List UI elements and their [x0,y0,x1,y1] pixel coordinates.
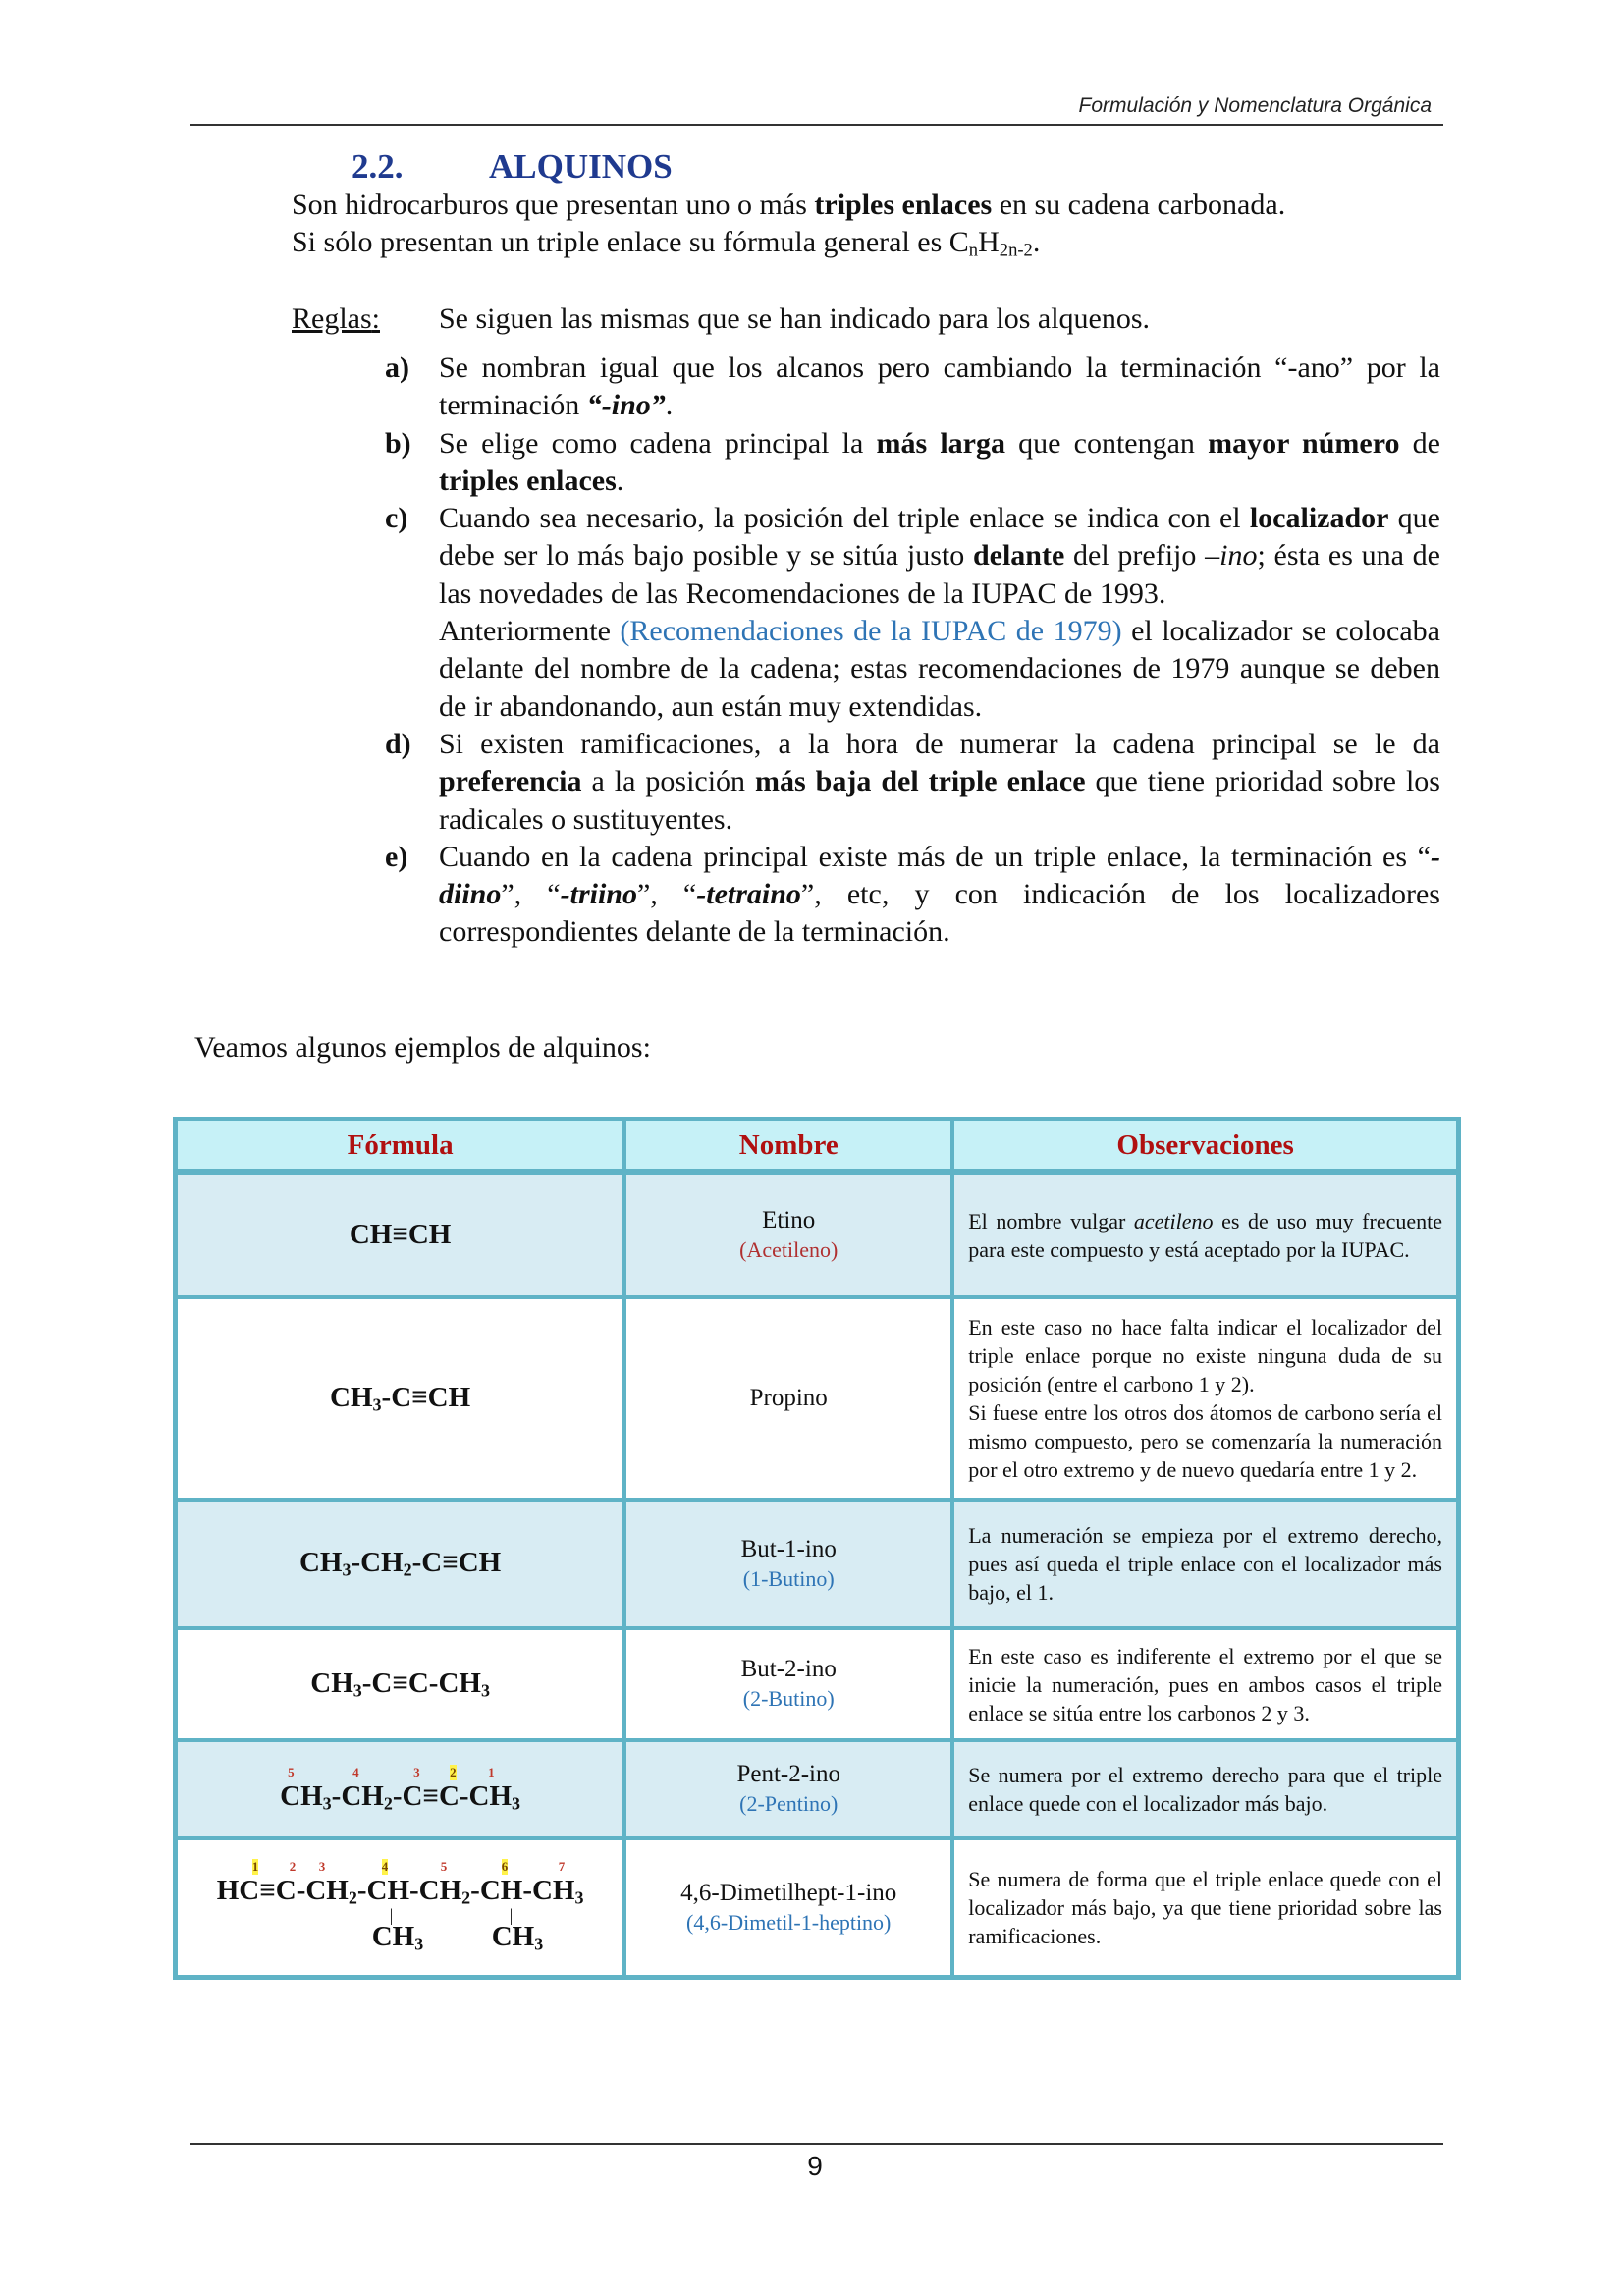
rule-d [385,726,1440,839]
intro-text: Si sólo presentan un triple enlace su fórmula general es C [292,226,969,258]
iupac-name: 4,6-Dimetilhept-1-ino [680,1879,897,1906]
rule-emph: –ino [1205,539,1258,573]
rule-span: a la posición [581,765,756,798]
subscript: 3 [512,1793,521,1814]
rule-span: Cuando en la cadena principal existe más de un triple enlace, la terminación es “ [439,840,1431,873]
formula-part: CH [280,1779,323,1812]
rule-blue-ref: (Recomendaciones de la IUPAC de 1979) [620,615,1122,648]
rule-span: ”, etc, y con indicación de los localizadores correspondientes delante de la terminación. [439,878,1440,949]
subscript: 2 [461,1887,471,1908]
name-cell [624,1838,952,1977]
rules-list [385,350,1440,952]
rule-letter: a) [385,352,409,384]
locant: 4 [352,1764,359,1779]
running-header: Formulación y Nomenclatura Orgánica [1078,94,1432,117]
obs-emph: acetileno [1133,1208,1214,1233]
subscript: 3 [534,1934,544,1954]
locant: 5 [440,1859,448,1875]
footer-rule [190,2143,1443,2145]
name-cell [624,1297,952,1500]
rule-span: . [616,464,624,497]
rule-span: que tiene prioridad sobre los radicales o sustituyentes. [439,765,1440,836]
rule-span: Se nombran igual que los alcanos pero cambiando la terminación “-ano” por la terminación [439,352,1440,422]
subscript: 3 [322,1793,332,1814]
subscript: 3 [372,1394,382,1415]
old-name: (1-Butino) [742,1565,835,1591]
numbered-formula [217,1859,584,1955]
rule-span: . [665,389,674,422]
rules-intro: Se siguen las mismas que se han indicado para los alquenos. [439,302,1151,335]
rule-span: ”, “ [636,878,697,911]
formula-part: CH [310,1667,353,1699]
rules-label [292,302,380,336]
rules-label-text: Reglas [292,302,372,335]
rule-b [385,425,1440,501]
observation-cell [952,1628,1458,1740]
locant-highlighted: 4 [381,1859,389,1875]
header-observations: Observaciones [952,1120,1458,1173]
formula-part: CH [371,1920,415,1952]
subscript: 3 [352,1680,362,1701]
formula-part: HC≡C-CH [216,1875,349,1907]
locant: 3 [413,1764,420,1779]
rule-letter: c) [385,502,408,535]
rule-span: el localizador se colocaba delante del nombre de la cadena; estas recomendaciones de 1979 aunque se deben de ir abandonando, aun están muy extendidas. [439,615,1441,723]
locant: 1 [488,1764,495,1779]
subscript: 2n-2 [999,240,1033,261]
locant-highlighted: 6 [501,1859,509,1875]
rule-text [439,839,1440,952]
table-row [176,1500,1458,1628]
rule-text [439,350,1440,425]
rule-emph: localizador [1249,502,1389,535]
subscript: 3 [342,1559,352,1580]
observation-cell [952,1740,1458,1838]
observation-cell [952,1838,1458,1977]
rule-emph: más baja del triple enlace [755,765,1086,798]
examples-intro: Veamos algunos ejemplos de alquinos: [194,1031,651,1064]
rule-letter: e) [385,840,408,873]
rule-span: que debe ser lo más bajo posible y se sitúa justo [439,502,1440,573]
subscript: 3 [574,1887,584,1908]
intro-text: . [1032,226,1041,258]
obs-text: La numeración se empieza por el extremo derecho, pues así queda el triple enlace con el localizador más bajo, el 1. [968,1523,1442,1605]
obs-text: Si fuese entre los otros dos átomos de carbono sería el mismo compuesto, pero se comenzaría la numeración por el otro extremo y de nuevo quedaría entre 1 y 2. [968,1400,1442,1482]
rule-emph: -triino [560,878,637,911]
header-formula: Fórmula [176,1120,624,1173]
rule-span: Si existen ramificaciones, a la hora de numerar la cadena principal se le da [439,727,1440,760]
obs-text: En este caso es indiferente el extremo por el que se inicie la numeración, pues en ambos casos el triple enlace se sitúa entre los carbonos 2 y 3. [968,1643,1442,1725]
formula-part: -CH [351,1547,404,1579]
iupac-name: But-2-ino [740,1656,837,1682]
rules-label-colon: : [371,302,380,335]
section-heading [352,147,673,187]
table-row [176,1297,1458,1500]
rule-span: Cuando sea necesario, la posición del triple enlace se indica con el [439,502,1250,535]
iupac-name: Etino [762,1206,816,1233]
table-row [176,1740,1458,1838]
old-name: (2-Butino) [742,1686,835,1711]
subscript: n [968,240,979,261]
main-chain [217,1875,584,1908]
subscript: 2 [383,1793,393,1814]
methyl-branch [492,1921,543,1954]
bond-line: | [509,1904,514,1925]
rule-text [439,425,1440,501]
rule-text [439,726,1440,839]
formula-cell [176,1500,624,1628]
alkyne-examples-table [173,1117,1461,1980]
obs-text: es de uso muy frecuente para este compuesto y está aceptado por la IUPAC. [968,1208,1442,1262]
intro-text: en su cadena carbonada. [992,189,1286,221]
formula-part: -C≡CH [411,1547,502,1579]
formula-cell [176,1740,624,1838]
section-title: ALQUINOS [489,147,673,186]
rule-emph: “-ino” [586,389,666,422]
rule-a [385,350,1440,425]
iupac-name: Propino [749,1385,828,1411]
formula: CH≡CH [349,1219,452,1250]
subscript: 3 [480,1680,490,1701]
iupac-name: Pent-2-ino [736,1761,840,1787]
rule-letter: d) [385,727,411,760]
bond-line: | [389,1904,394,1925]
obs-text: Se numera por el extremo derecho para que el triple enlace quede con el localizador más bajo. [968,1763,1442,1816]
intro-line-2 [292,224,1450,270]
rule-emph: más larga [876,426,1005,460]
header-name: Nombre [624,1120,952,1173]
table-row [176,1628,1458,1740]
locant-highlighted: 2 [450,1764,457,1779]
subscript: 3 [414,1934,424,1954]
rule-span: de [1399,426,1440,460]
rule-emph: -diino [439,840,1440,911]
rule-emph: preferencia [439,765,582,798]
name-cell [624,1740,952,1838]
rule-span: que contengan [1004,426,1209,460]
locant: 5 [288,1764,295,1779]
rule-span: Anteriormente [439,615,621,648]
observation-cell [952,1500,1458,1628]
branches [217,1904,584,1956]
intro-text: H [978,226,1000,258]
iupac-name: But-1-ino [740,1535,837,1562]
rule-emph: delante [972,539,1065,573]
formula-part: -C≡C-CH [361,1667,481,1699]
rule-span: del prefijo [1064,539,1206,573]
locant: 2 [289,1859,297,1875]
intro-line-1 [292,187,1450,224]
obs-text: En este caso no hace falta indicar el localizador del triple enlace porque no existe ninguna duda de su posición (entre el carbono 1 y 2). [968,1315,1442,1396]
methyl-branch [372,1921,423,1954]
formula-part: CH [298,1547,343,1579]
locant-highlighted: 1 [251,1859,259,1875]
observation-cell [952,1297,1458,1500]
formula-part: CH [491,1920,535,1952]
formula-cell [176,1628,624,1740]
locant: 3 [318,1859,326,1875]
formula-part: -C≡C-CH [392,1779,513,1812]
old-name: (4,6-Dimetil-1-heptino) [686,1909,892,1935]
rule-c [385,500,1440,726]
intro-text: Son hidrocarburos que presentan uno o más [292,189,815,221]
formula-part: -CH-CH [356,1875,462,1907]
rule-span: ; ésta es una de las novedades de las Recomendaciones de la IUPAC de 1993. [439,539,1440,610]
numbered-formula [280,1765,520,1814]
formula-cell [176,1838,624,1977]
name-cell [624,1173,952,1297]
formula-part: -CH [331,1779,384,1812]
rule-emph: mayor número [1208,426,1400,460]
rule-emph: triples enlaces [439,464,617,497]
page-number: 9 [807,2151,823,2181]
table-row [176,1838,1458,1977]
formula-cell [176,1297,624,1500]
formula-part: -CH-CH [470,1875,575,1907]
table-row [176,1173,1458,1297]
formula-part: -C≡CH [381,1381,471,1413]
header-rule [190,124,1443,126]
obs-text: Se numera de forma que el triple enlace quede con el localizador más bajo, ya que tiene prioridad sobre las ramificaciones. [968,1867,1442,1948]
subscript: 2 [403,1559,412,1580]
formula-cell [176,1173,624,1297]
name-cell [624,1628,952,1740]
table-header-row [176,1120,1458,1173]
formula-part: CH [330,1381,373,1413]
rule-text [439,500,1440,726]
locant: 7 [558,1859,566,1875]
rule-emph: -tetraino [696,878,801,911]
rule-letter: b) [385,426,411,460]
common-name: (Acetileno) [739,1236,839,1262]
name-cell [624,1500,952,1628]
subscript: 2 [348,1887,357,1908]
rule-e [385,839,1440,952]
intro-bold: triples enlaces [814,189,993,221]
rule-span: Se elige como cadena principal la [439,426,877,460]
section-number: 2.2. [352,147,404,186]
rule-span: ”, “ [501,878,561,911]
observation-cell [952,1173,1458,1297]
obs-text: El nombre vulgar [968,1208,1134,1233]
old-name: (2-Pentino) [739,1791,839,1816]
